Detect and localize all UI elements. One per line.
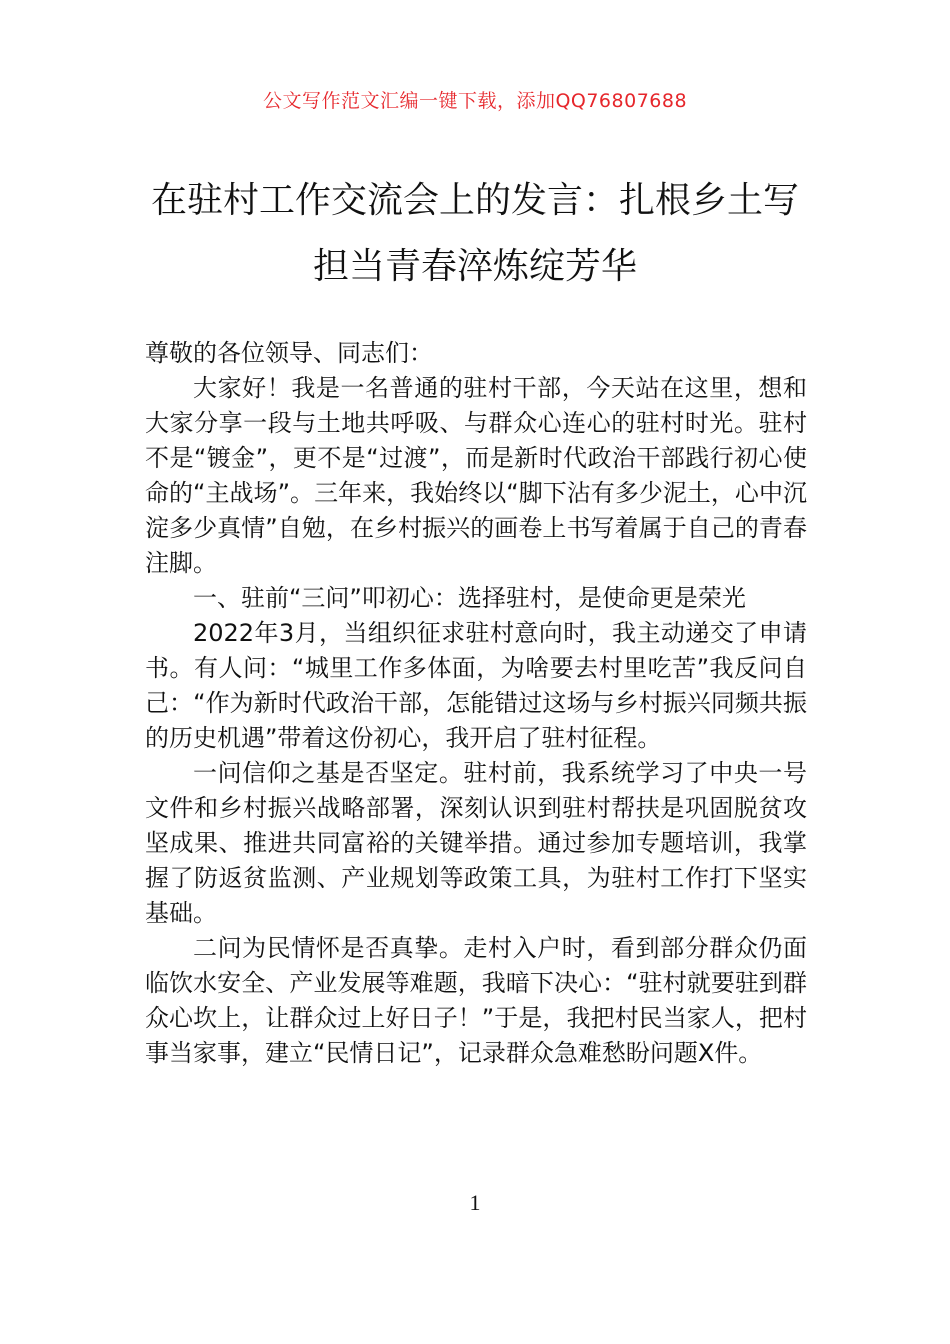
title-line-1: 在驻村工作交流会上的发言：扎根乡土写 (150, 180, 799, 221)
document-title (0, 168, 950, 300)
document-body (145, 336, 807, 1071)
download-watermark: 公文写作范文汇编一键下载，添加QQ76807688 (262, 90, 688, 112)
page-number: 1 (469, 1190, 481, 1215)
section-heading-1: 一、驻前“三问”叩初心：选择驻村，是使命更是荣光 (193, 584, 746, 612)
salutation: 尊敬的各位领导、同志们： (145, 339, 433, 367)
paragraph-first-question: 一问信仰之基是否坚定。驻村前，我系统学习了中央一号文件和乡村振兴战略部署，深刻认识到驻村帮扶是巩固脱贫攻坚成果、推进共同富裕的关键举措。通过参加专题培训，我掌握了防返贫监测、产业规划等政策工具，为驻村工作打下坚实基础。 (145, 759, 807, 927)
paragraph-application: 2022年3月，当组织征求驻村意向时，我主动递交了申请书。有人问：“城里工作多体面，为啥要去村里吃苦”我反问自己：“作为新时代政治干部，怎能错过这场与乡村振兴同频共振的历史机遇”带着这份初心，我开启了驻村征程。 (145, 619, 807, 752)
title-line-2: 担当青春淬炼绽芳华 (312, 246, 637, 287)
paragraph-intro: 大家好！我是一名普通的驻村干部，今天站在这里，想和大家分享一段与土地共呼吸、与群众心连心的驻村时光。驻村不是“镀金”，更不是“过渡”，而是新时代政治干部践行初心使命的“主战场”。三年来，我始终以“脚下沾有多少泥土，心中沉淀多少真情”自勉，在乡村振兴的画卷上书写着属于自己的青春注脚。 (145, 374, 807, 577)
paragraph-second-question: 二问为民情怀是否真挚。走村入户时，看到部分群众仍面临饮水安全、产业发展等难题，我暗下决心：“驻村就要驻到群众心坎上，让群众过上好日子！”于是，我把村民当家人，把村事当家事，建立“民情日记”，记录群众急难愁盼问题X件。 (145, 934, 807, 1067)
